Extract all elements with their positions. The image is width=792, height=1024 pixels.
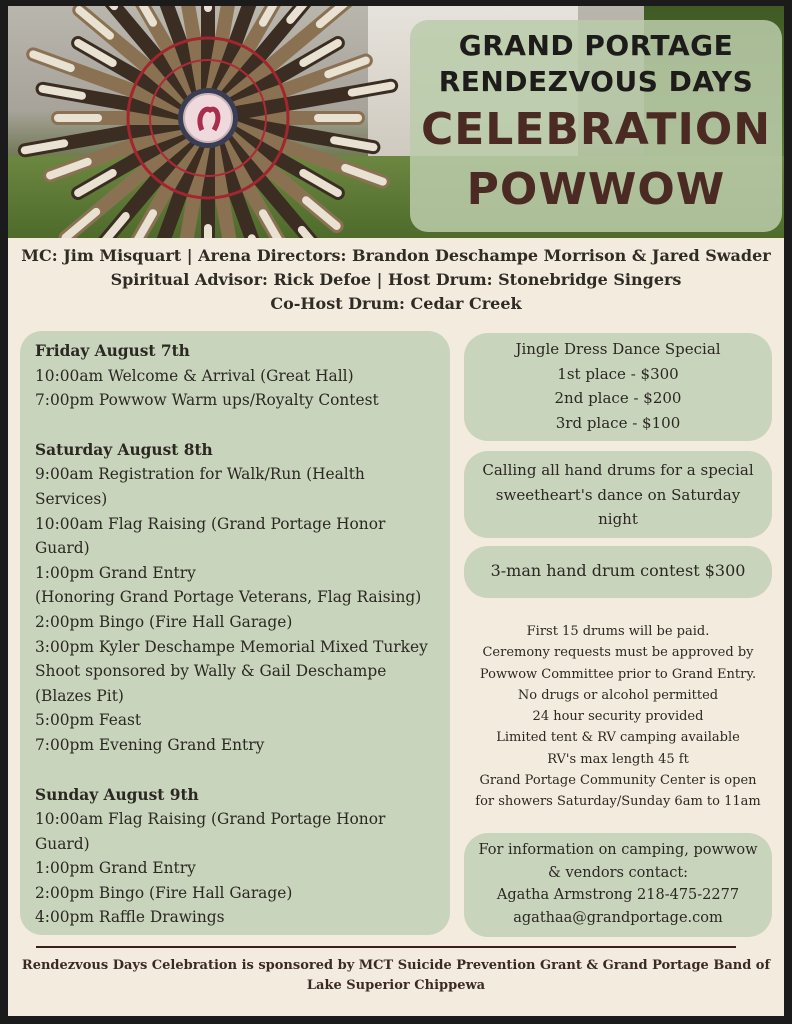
prize-item: 3rd place - $100 [555, 413, 681, 432]
contact-line-2: & vendors contact: [547, 864, 689, 881]
title-line-2: RENDEZVOUS DAYS [438, 65, 754, 98]
event-item: 9:00am Registration for Walk/Run (Health Services) [35, 465, 365, 508]
contact-name-phone: Agatha Armstrong 218-475-2277 [496, 887, 740, 903]
event-item: 4:00pm Raffle Drawings [35, 908, 225, 927]
event-item: 3:00pm Kyler Deschampe Memorial Mixed Turkey Shoot sponsored by Wally & Gail Deschampe (Blazes Pit) [35, 637, 428, 705]
note-line: Grand Portage Community Center is open [479, 773, 757, 789]
jingle-title: Jingle Dress Dance Special [515, 340, 721, 358]
note-line: 24 hour security provided [532, 709, 704, 725]
title-line-1: GRAND PORTAGE [458, 29, 734, 62]
prize-item: 1st place - $300 [557, 364, 679, 383]
note-line: Limited tent & RV camping available [496, 730, 740, 746]
note-line: RV's max length 45 ft [547, 751, 689, 767]
event-item: 2:00pm Bingo (Fire Hall Garage) [35, 612, 293, 631]
credits-line-1: MC: Jim Misquart | Arena Directors: Brandon Deschampe Morrison & Jared Swader [21, 246, 771, 265]
event-item: 7:00pm Evening Grand Entry [35, 735, 265, 754]
day-title: Saturday August 8th [35, 440, 213, 459]
note-line: Powwow Committee prior to Grand Entry. [479, 666, 757, 682]
event-item: 5:00pm Feast [35, 711, 142, 730]
title-line-3: CELEBRATION [420, 104, 772, 155]
event-item: (Honoring Grand Portage Veterans, Flag Raising) [35, 588, 422, 607]
event-item: 10:00am Welcome & Arrival (Great Hall) [35, 366, 354, 385]
prize-item: 2nd place - $200 [554, 389, 682, 407]
contact-email: agathaa@grandportage.com [513, 909, 723, 926]
credits-line-2: Spiritual Advisor: Rick Defoe | Host Drum: Stonebridge Singers [110, 270, 682, 289]
note-line: for showers Saturday/Sunday 6am to 11am [475, 794, 761, 810]
event-item: 10:00am Flag Raising (Grand Portage Honor Guard) [35, 514, 386, 558]
sweetheart-dance-text: Calling all hand drums for a special sweetheart's dance on Saturday night [482, 461, 754, 528]
hand-drum-contest-text: 3-man hand drum contest $300 [490, 561, 746, 580]
event-item: 1:00pm Grand Entry [35, 859, 196, 878]
title-line-4: POWWOW [466, 164, 726, 215]
note-line: Ceremony requests must be approved by [482, 645, 754, 661]
event-item: 2:00pm Bingo (Fire Hall Garage) [35, 883, 293, 902]
note-line: No drugs or alcohol permitted [517, 687, 719, 703]
day-title: Friday August 7th [35, 342, 190, 360]
contact-line-1: For information on camping, powwow [478, 842, 758, 858]
event-item: 1:00pm Grand Entry [35, 563, 196, 582]
event-item: 7:00pm Powwow Warm ups/Royalty Contest [35, 391, 379, 410]
day-title: Sunday August 9th [35, 785, 199, 804]
sponsor-text: Rendezvous Days Celebration is sponsored by MCT Suicide Prevention Grant & Grand Portage Band of Lake Superior Chippewa [21, 958, 771, 993]
event-item: 10:00am Flag Raising (Grand Portage Honor Guard) [35, 810, 386, 853]
credits-line-3: Co-Host Drum: Cedar Creek [270, 294, 522, 313]
note-line: First 15 drums will be paid. [526, 624, 710, 639]
